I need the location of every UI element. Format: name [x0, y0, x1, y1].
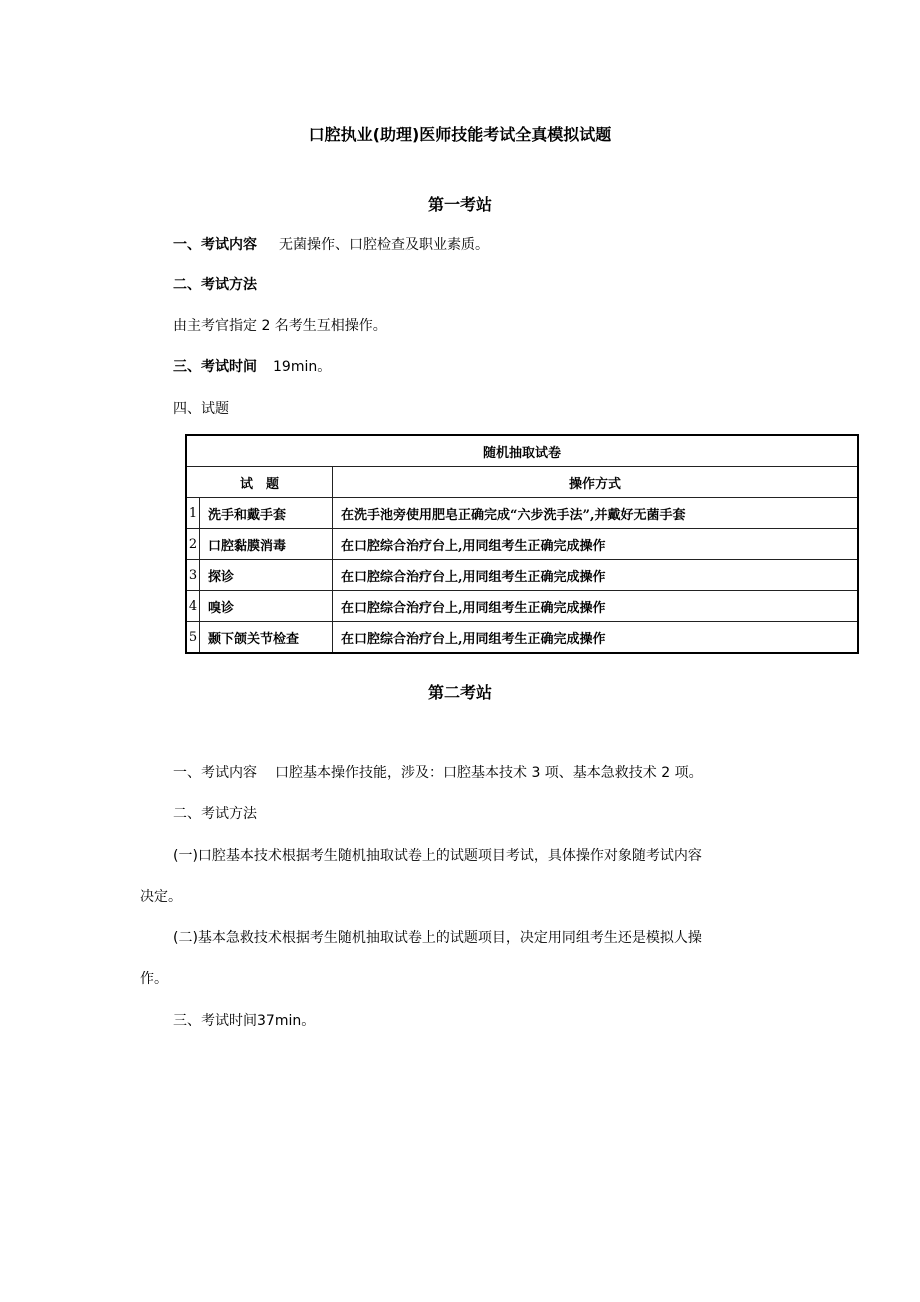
station2-method-label: 二、考试方法 [173, 806, 257, 822]
station2-content-line [173, 762, 703, 782]
table-row [186, 622, 858, 654]
station1-content-label: 一、考试内容 [173, 237, 257, 253]
table-caption-row [186, 435, 858, 467]
station1-questions-label: 四、试题 [173, 401, 229, 417]
row-question: 口腔黏膜消毒 [200, 529, 333, 560]
row-number: 1 [186, 498, 200, 529]
col-method-header: 操作方式 [333, 467, 859, 498]
document-title: 口腔执业(助理)医师技能考试全真模拟试题 [308, 125, 612, 144]
table-header-row [186, 467, 858, 498]
row-method: 在洗手池旁使用肥皂正确完成“六步洗手法”,并戴好无菌手套 [333, 498, 859, 529]
station2-content-text: 口腔基本操作技能，涉及：口腔基本技术 3 项、基本急救技术 2 项。 [275, 765, 703, 781]
station2-time-line [173, 1010, 315, 1030]
station1-heading: 第一考站 [427, 195, 492, 214]
table-row [186, 591, 858, 622]
station2-heading: 第二考站 [427, 683, 492, 702]
row-number: 4 [186, 591, 200, 622]
row-number: 2 [186, 529, 200, 560]
station1-time-line [173, 356, 331, 376]
station1-content-line [173, 234, 489, 254]
station2-content-label: 一、考试内容 [173, 765, 257, 781]
station1-time-label: 三、考试时间 [173, 359, 257, 375]
row-number: 3 [186, 560, 200, 591]
station1-method-text: 由主考官指定 2 名考生互相操作。 [173, 318, 387, 334]
row-question: 洗手和戴手套 [200, 498, 333, 529]
station2-method-1-line2: 决定。 [140, 889, 182, 905]
row-method: 在口腔综合治疗台上,用同组考生正确完成操作 [333, 560, 859, 591]
table-row [186, 529, 858, 560]
table-row [186, 498, 858, 529]
station1-time-text: 19min。 [273, 359, 332, 375]
station2-time-label: 三、考试时间 [173, 1013, 257, 1029]
row-question: 探诊 [200, 560, 333, 591]
row-method: 在口腔综合治疗台上,用同组考生正确完成操作 [333, 622, 859, 654]
station1-method-label: 二、考试方法 [173, 277, 257, 293]
station2-method-1-line1: (一)口腔基本技术根据考生随机抽取试卷上的试题项目考试，具体操作对象随考试内容 [173, 848, 702, 864]
row-question: 嗅诊 [200, 591, 333, 622]
row-question: 颞下颌关节检查 [200, 622, 333, 654]
col-question-header: 试 题 [186, 467, 333, 498]
row-method: 在口腔综合治疗台上,用同组考生正确完成操作 [333, 529, 859, 560]
station1-content-text: 无菌操作、口腔检查及职业素质。 [279, 237, 489, 253]
station2-method-2-line1: (二)基本急救技术根据考生随机抽取试卷上的试题项目，决定用同组考生还是模拟人操 [173, 930, 702, 946]
table-caption: 随机抽取试卷 [186, 435, 858, 467]
station2-time-text: 37min。 [257, 1013, 316, 1029]
row-method: 在口腔综合治疗台上,用同组考生正确完成操作 [333, 591, 859, 622]
table-row [186, 560, 858, 591]
station2-method-2-line2: 作。 [140, 971, 168, 987]
exam-table [185, 434, 859, 654]
row-number: 5 [186, 622, 200, 654]
